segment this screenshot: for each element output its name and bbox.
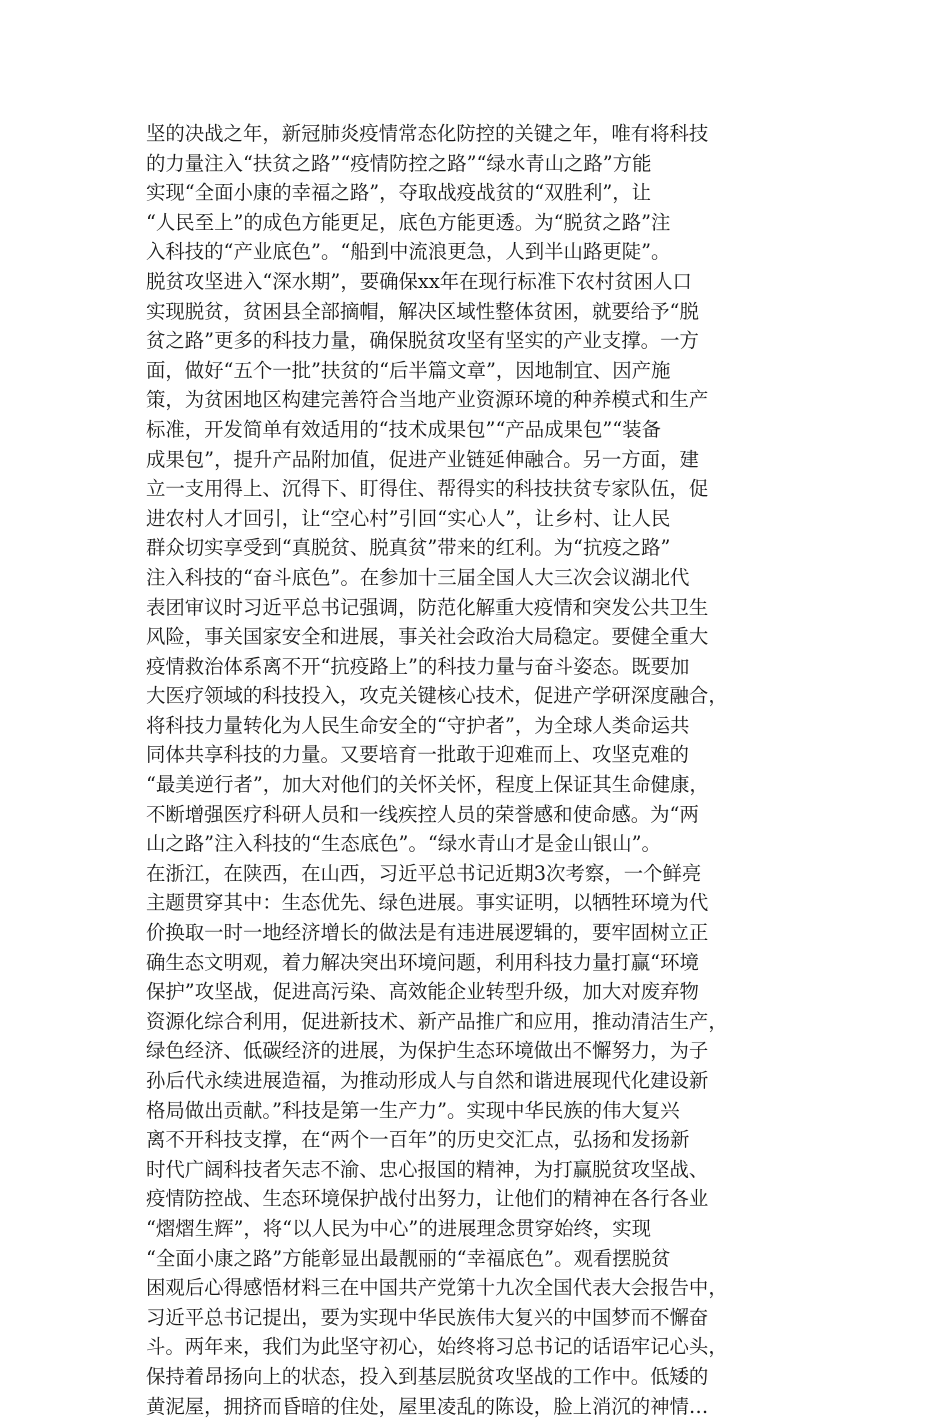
text-line: 面，做好“五个一批”扶贫的“后半篇文章”，因地制宜、因产施 xyxy=(146,358,671,382)
text-line: 绿色经济、低碳经济的进展，为保护生态环境做出不懈努力，为子 xyxy=(146,1039,709,1063)
text-line: 斗。两年来，我们为此坚守初心，始终将习总书记的话语牢记心头， xyxy=(146,1335,728,1359)
text-line: 大医疗领域的科技投入，攻克关键核心技术，促进产学研深度融合， xyxy=(146,684,728,708)
text-line: 在浙江，在陕西，在山西，习近平总书记近期3次考察，一个鲜亮 xyxy=(146,861,702,885)
text-line: 保护”攻坚战，促进高污染、高效能企业转型升级，加大对废弃物 xyxy=(146,980,699,1004)
text-line: 实现“全面小康的幸福之路”，夺取战疫战贫的“双胜利”，让 xyxy=(146,181,652,205)
text-line: 立一支用得上、沉得下、盯得住、帮得实的科技扶贫专家队伍，促 xyxy=(146,477,709,501)
body-text xyxy=(146,119,816,1421)
text-line: 群众切实享受到“真脱贫、脱真贫”带来的红利。为“抗疫之路” xyxy=(146,536,671,560)
text-line: 不断增强医疗科研人员和一线疾控人员的荣誉感和使命感。为“两 xyxy=(146,802,699,826)
text-line: 进农村人才回引，让“空心村”引回“实心人”，让乡村、让人民 xyxy=(146,506,671,530)
text-line: 实现脱贫，贫困县全部摘帽，解决区域性整体贫困，就要给予“脱 xyxy=(146,299,699,323)
text-line: 价换取一时一地经济增长的做法是有违进展逻辑的，要牢固树立正 xyxy=(146,921,709,945)
text-line: 的力量注入“扶贫之路”“疫情防控之路”“绿水青山之路”方能 xyxy=(146,151,652,175)
text-line: 困观后心得感悟材料三在中国共产党第十九次全国代表大会报告中， xyxy=(146,1276,728,1300)
text-line: 习近平总书记提出，要为实现中华民族伟大复兴的中国梦而不懈奋 xyxy=(146,1305,709,1329)
text-line: 入科技的“产业底色”。“船到中流浪更急，人到半山路更陡”。 xyxy=(146,240,671,264)
text-line: 注入科技的“奋斗底色”。在参加十三届全国人大三次会议湖北代 xyxy=(146,565,690,589)
text-line: 黄泥屋，拥挤而昏暗的住处，屋里凌乱的陈设，脸上消沉的神情… xyxy=(146,1394,709,1418)
text-line: 标准，开发简单有效适用的“技术成果包”“产品成果包”“装备 xyxy=(146,417,661,441)
text-line: 孙后代永续进展造福，为推动形成人与自然和谐进展现代化建设新 xyxy=(146,1069,709,1092)
text-line: “人民至上”的成色方能更足，底色方能更透。为“脱贫之路”注 xyxy=(146,210,671,234)
text-line: 时代广阔科技者矢志不渝、忠心报国的精神，为打赢脱贫攻坚战、 xyxy=(146,1157,709,1181)
text-line: 脱贫攻坚进入“深水期”，要确保xx年在现行标准下农村贫困人口 xyxy=(146,269,692,293)
text-line: 策，为贫困地区构建完善符合当地产业资源环境的种养模式和生产 xyxy=(146,388,709,412)
text-line: 离不开科技支撑，在“两个一百年”的历史交汇点，弘扬和发扬新 xyxy=(146,1128,690,1152)
text-line: 坚的决战之年，新冠肺炎疫情常态化防控的关键之年，唯有将科技 xyxy=(146,122,709,145)
text-line: 山之路”注入科技的“生态底色”。“绿水青山才是金山银山”。 xyxy=(146,832,661,856)
text-line: 资源化综合利用，促进新技术、新产品推广和应用，推动清洁生产， xyxy=(146,1009,728,1033)
text-line: 疫情防控战、生态环境保护战付出努力，让他们的精神在各行各业 xyxy=(146,1187,709,1211)
text-line: “全面小康之路”方能彰显出最靓丽的“幸福底色”。观看摆脱贫 xyxy=(146,1246,671,1270)
text-line: 表团审议时习近平总书记强调，防范化解重大疫情和突发公共卫生 xyxy=(146,595,709,619)
text-line: 同体共享科技的力量。又要培育一批敢于迎难而上、攻坚克难的 xyxy=(146,743,689,767)
text-line: 格局做出贡献。”科技是第一生产力”。实现中华民族的伟大复兴 xyxy=(146,1098,680,1122)
text-line: 主题贯穿其中：生态优先、绿色进展。事实证明，以牺牲环境为代 xyxy=(146,891,709,915)
text-line: 贫之路”更多的科技力量，确保脱贫攻坚有坚实的产业支撑。一方 xyxy=(146,329,699,353)
text-line: 风险，事关国家安全和进展，事关社会政治大局稳定。要健全重大 xyxy=(146,625,709,649)
text-line: 将科技力量转化为人民生命安全的“守护者”，为全球人类命运共 xyxy=(146,713,690,737)
text-line: 确生态文明观，着力解决突出环境问题，利用科技力量打赢“环境 xyxy=(146,950,699,974)
text-line: 成果包”，提升产品附加值，促进产业链延伸融合。另一方面，建 xyxy=(146,447,699,471)
text-line: 保持着昂扬向上的状态，投入到基层脱贫攻坚战的工作中。低矮的 xyxy=(146,1364,709,1388)
text-line: “熠熠生辉”，将“以人民为中心”的进展理念贯穿始终，实现 xyxy=(146,1216,652,1240)
text-line: 疫情救治体系离不开“抗疫路上”的科技力量与奋斗姿态。既要加 xyxy=(146,654,690,678)
text-line: “最美逆行者”，加大对他们的关怀关怀，程度上保证其生命健康， xyxy=(146,773,709,797)
